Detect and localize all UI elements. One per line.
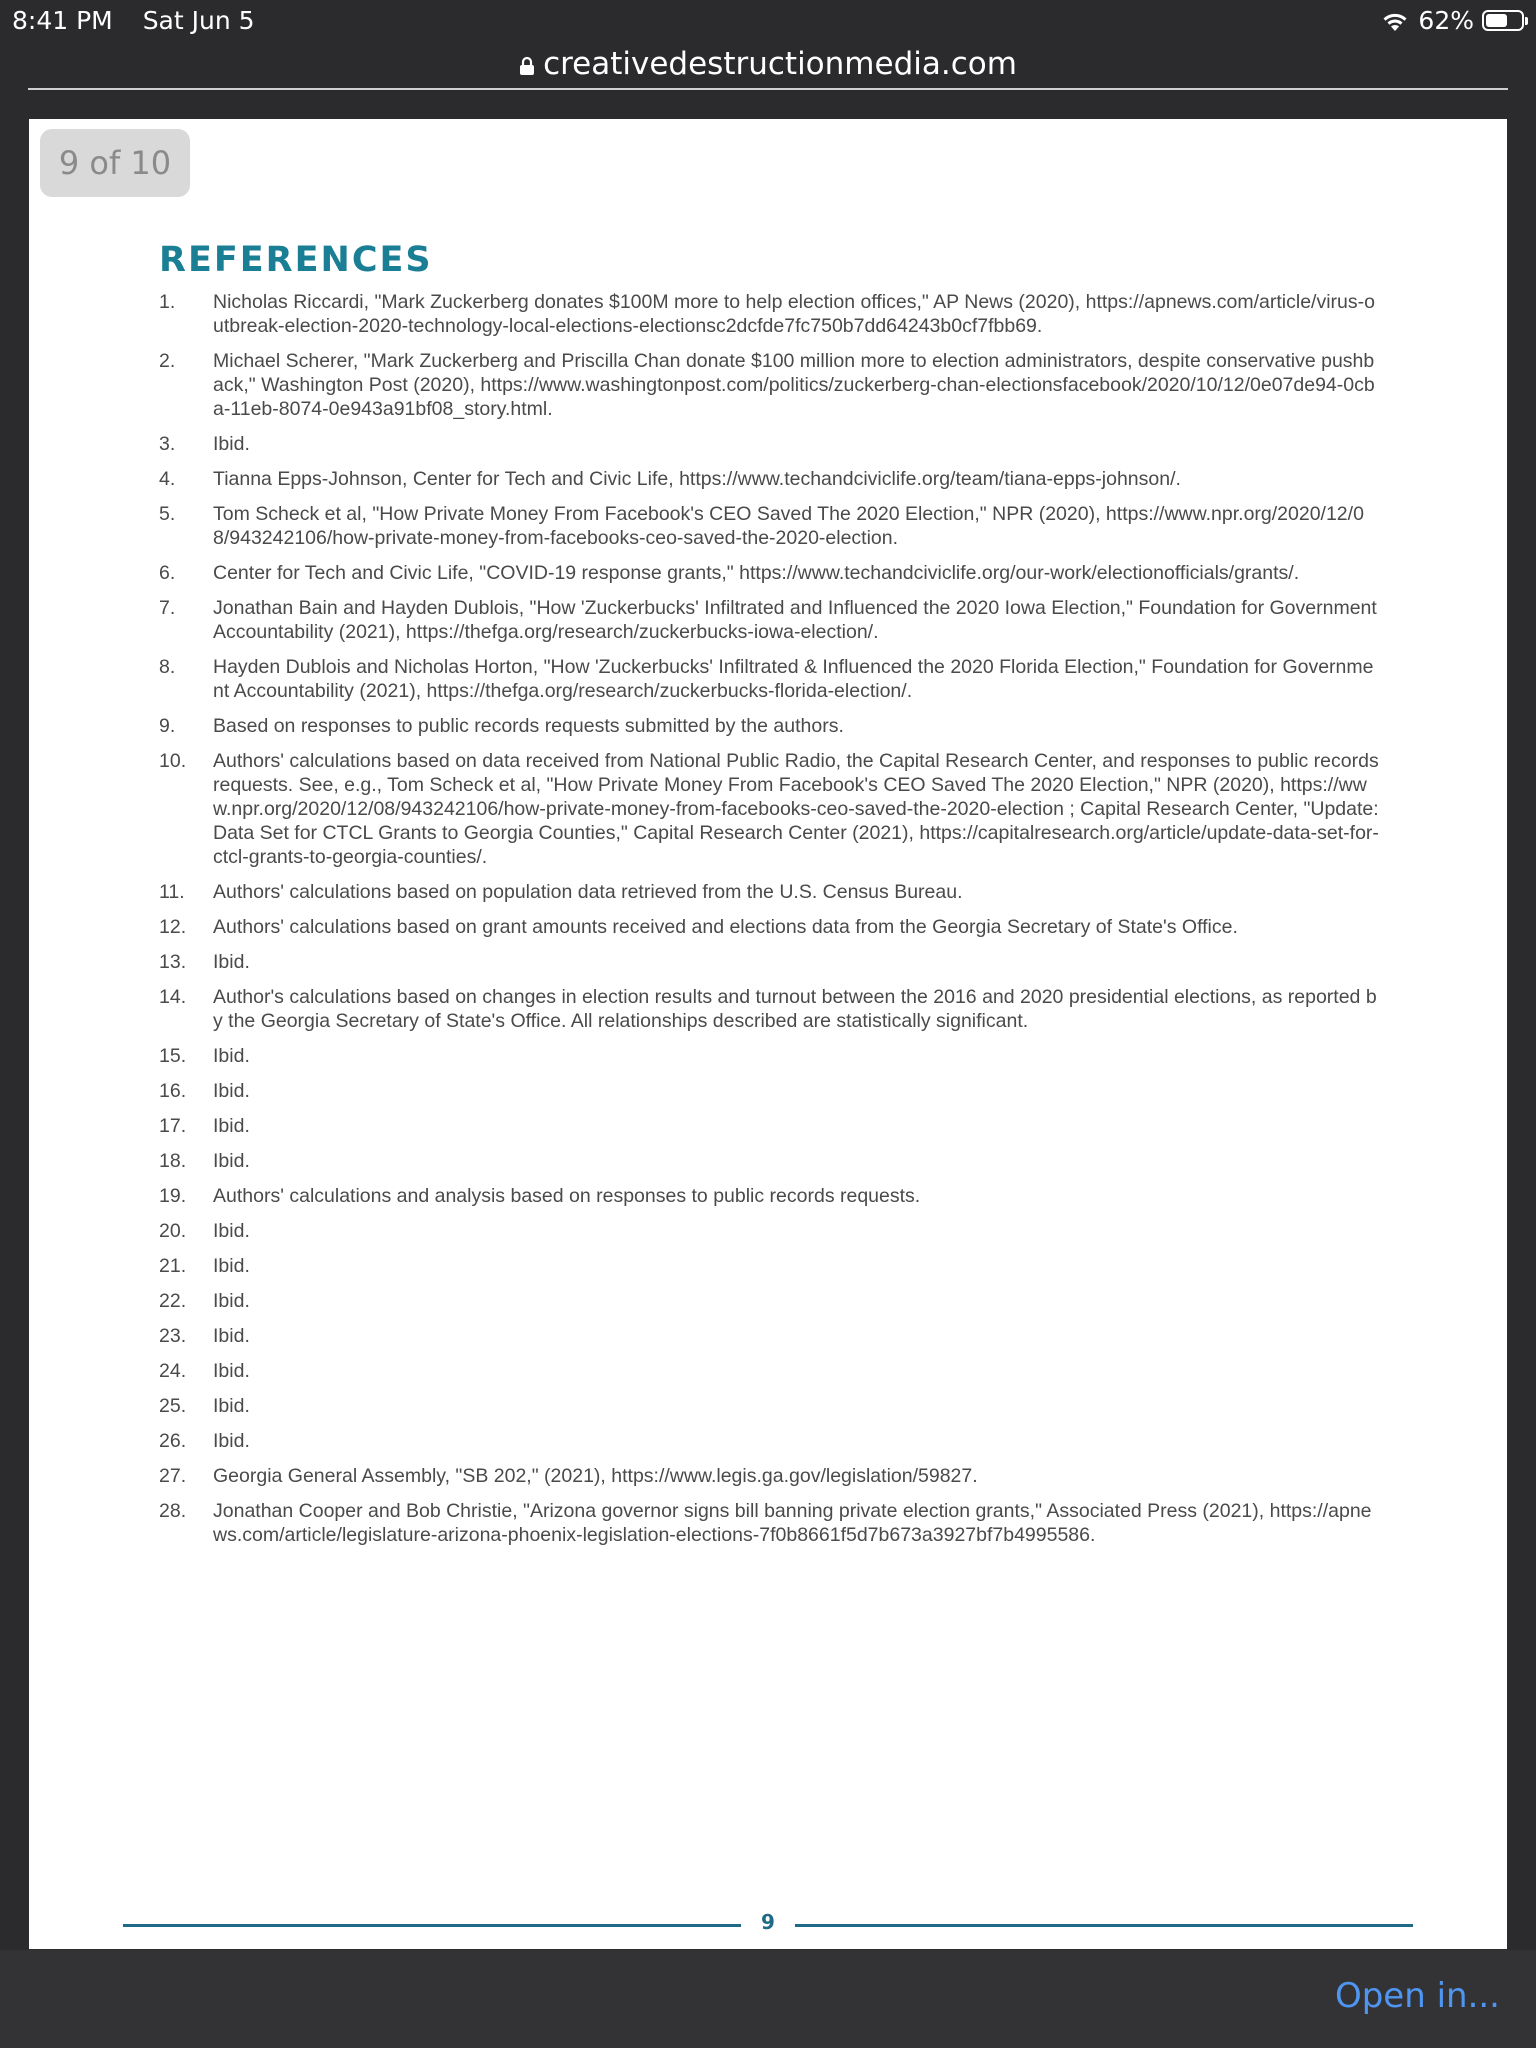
bottom-toolbar: [0, 1950, 1536, 2048]
page-footer: [123, 1910, 1413, 1940]
reference-number: 17.: [159, 1115, 187, 1137]
reference-number: 22.: [159, 1290, 187, 1312]
lock-icon: [519, 56, 535, 76]
reference-number: 16.: [159, 1080, 187, 1102]
reference-item: [159, 880, 1379, 904]
open-in-button[interactable]: Open in...: [1334, 1976, 1500, 2016]
reference-item: [159, 1044, 1379, 1068]
reference-text: Ibid.: [213, 433, 250, 455]
reference-item: [159, 1184, 1379, 1208]
reference-number: 7.: [159, 597, 176, 619]
reference-item: [159, 1499, 1379, 1547]
reference-text: Authors' calculations based on grant amounts received and elections data from the Georgia Secretary of State's Office.: [213, 916, 1238, 938]
reference-text: Ibid.: [213, 1430, 250, 1452]
reference-number: 21.: [159, 1255, 187, 1277]
status-left: [12, 6, 277, 35]
reference-number: 6.: [159, 562, 176, 584]
status-bar: [0, 0, 1536, 40]
reference-item: [159, 1324, 1379, 1348]
reference-number: 24.: [159, 1360, 187, 1382]
reference-text: Ibid.: [213, 1220, 250, 1242]
reference-text: Ibid.: [213, 1150, 250, 1172]
reference-item: [159, 749, 1379, 869]
reference-text: Jonathan Bain and Hayden Dublois, "How 'Zuckerbucks' Infiltrated and Influenced the 2020 Iowa Election," Foundation for Government Accountability (2021), https://thefga.org/research/zuckerbucks-iowa-election/.: [213, 597, 1377, 643]
address-bar[interactable]: [0, 40, 1536, 88]
reference-text: Jonathan Cooper and Bob Christie, "Arizona governor signs bill banning private election grants," Associated Press (2021), https://apnews.com/article/legislature-arizona-phoenix-legislation-elections-7f0b8661f5d7b673a3927bf7b4995586.: [213, 1500, 1372, 1546]
reference-text: Based on responses to public records requests submitted by the authors.: [213, 715, 844, 737]
reference-text: Ibid.: [213, 1325, 250, 1347]
reference-number: 28.: [159, 1500, 187, 1522]
reference-text: Authors' calculations and analysis based on responses to public records requests.: [213, 1185, 921, 1207]
reference-item: [159, 714, 1379, 738]
reference-item: [159, 655, 1379, 703]
reference-number: 5.: [159, 503, 176, 525]
reference-text: Ibid.: [213, 1360, 250, 1382]
status-date: Sat Jun 5: [142, 6, 255, 35]
reference-item: [159, 1254, 1379, 1278]
reference-item: [159, 467, 1379, 491]
reference-item: [159, 1359, 1379, 1383]
reference-item: [159, 1149, 1379, 1173]
reference-number: 12.: [159, 916, 187, 938]
reference-item: [159, 596, 1379, 644]
reference-text: Ibid.: [213, 951, 250, 973]
reference-item: [159, 915, 1379, 939]
reference-text: Nicholas Riccardi, "Mark Zuckerberg donates $100M more to help election offices," AP News (2020), https://apnews.com/article/virus-outbreak-election-2020-technology-local-elections-electionsc2dcfde7fc750b7dd64243b0cf7fbb69.: [213, 291, 1375, 337]
reference-text: Ibid.: [213, 1395, 250, 1417]
reference-item: [159, 1114, 1379, 1138]
reference-number: 11.: [159, 881, 185, 903]
reference-number: 20.: [159, 1220, 187, 1242]
reference-item: [159, 432, 1379, 456]
reference-item: [159, 502, 1379, 550]
references-list: [159, 290, 1379, 1558]
reference-text: Ibid.: [213, 1255, 250, 1277]
reference-number: 26.: [159, 1430, 187, 1452]
footer-rule-left: [123, 1924, 741, 1927]
status-right: [1380, 6, 1524, 35]
reference-item: [159, 561, 1379, 585]
reference-number: 19.: [159, 1185, 187, 1207]
page-indicator: 9 of 10: [40, 129, 190, 197]
reference-text: Tom Scheck et al, "How Private Money From Facebook's CEO Saved The 2020 Election," NPR (2020), https://www.npr.org/2020/12/08/943242106/how-private-money-from-facebooks-ceo-saved-the-2020-election.: [213, 503, 1364, 549]
status-time: 8:41 PM: [12, 6, 113, 35]
reference-number: 3.: [159, 433, 176, 455]
reference-number: 10.: [159, 750, 187, 772]
url-text: creativedestructionmedia.com: [543, 46, 1017, 82]
reference-item: [159, 985, 1379, 1033]
reference-item: [159, 1394, 1379, 1418]
reference-number: 23.: [159, 1325, 187, 1347]
reference-item: [159, 1464, 1379, 1488]
reference-item: [159, 1289, 1379, 1313]
reference-text: Ibid.: [213, 1045, 250, 1067]
url-divider: [28, 88, 1508, 90]
reference-item: [159, 1219, 1379, 1243]
reference-text: Center for Tech and Civic Life, "COVID-19 response grants," https://www.techandciviclife.org/our-work/electionofficials/grants/.: [213, 562, 1300, 584]
reference-text: Author's calculations based on changes in election results and turnout between the 2016 and 2020 presidential elections, as reported by the Georgia Secretary of State's Office. All relationships described are statistically significant.: [213, 986, 1377, 1032]
reference-number: 2.: [159, 350, 176, 372]
battery-percent: 62%: [1418, 6, 1474, 35]
footer-page-number: 9: [761, 1910, 775, 1934]
reference-text: Authors' calculations based on data received from National Public Radio, the Capital Research Center, and responses to public records requests. See, e.g., Tom Scheck et al, "How Private Money From Facebook's CEO Saved The 2020 Election," NPR (2020), https://www.npr.org/2020/12/08/943242106/how-private-money-from-facebooks-ceo-saved-the-2020-election ; Capital Research Center, "Update: Data Set for CTCL Grants to Georgia Counties," Capital Research Center (2021), https://capitalresearch.org/article/update-data-set-for-ctcl-grants-to-georgia-counties/.: [213, 750, 1379, 868]
reference-text: Ibid.: [213, 1080, 250, 1102]
reference-item: [159, 1079, 1379, 1103]
reference-number: 4.: [159, 468, 176, 490]
reference-item: [159, 950, 1379, 974]
reference-text: Michael Scherer, "Mark Zuckerberg and Priscilla Chan donate $100 million more to election administrators, despite conservative pushback," Washington Post (2020), https://www.washingtonpost.com/politics/zuckerberg-chan-electionsfacebook/2020/10/12/0e07de94-0cba-11eb-8074-0e943a91bf08_story.html.: [213, 350, 1375, 420]
reference-number: 8.: [159, 656, 176, 678]
reference-text: Authors' calculations based on population data retrieved from the U.S. Census Bureau.: [213, 881, 963, 903]
reference-item: [159, 349, 1379, 421]
reference-number: 1.: [159, 291, 176, 313]
reference-item: [159, 290, 1379, 338]
reference-number: 18.: [159, 1150, 187, 1172]
reference-number: 27.: [159, 1465, 187, 1487]
reference-text: Hayden Dublois and Nicholas Horton, "How 'Zuckerbucks' Infiltrated & Influenced the 2020 Florida Election," Foundation for Government Accountability (2021), https://thefga.org/research/zuckerbucks-florida-election/.: [213, 656, 1374, 702]
reference-number: 13.: [159, 951, 187, 973]
reference-text: Georgia General Assembly, "SB 202," (2021), https://www.legis.ga.gov/legislation/59827.: [213, 1465, 978, 1487]
battery-icon: [1482, 10, 1524, 31]
reference-text: Ibid.: [213, 1115, 250, 1137]
footer-rule-right: [795, 1924, 1413, 1927]
battery-fill: [1486, 14, 1507, 27]
wifi-icon: [1380, 9, 1410, 33]
reference-number: 14.: [159, 986, 187, 1008]
reference-item: [159, 1429, 1379, 1453]
references-heading: REFERENCES: [159, 240, 433, 280]
reference-number: 9.: [159, 715, 176, 737]
reference-text: Tianna Epps-Johnson, Center for Tech and Civic Life, https://www.techandciviclife.org/team/tiana-epps-johnson/.: [213, 468, 1181, 490]
reference-number: 25.: [159, 1395, 187, 1417]
reference-number: 15.: [159, 1045, 187, 1067]
reference-text: Ibid.: [213, 1290, 250, 1312]
